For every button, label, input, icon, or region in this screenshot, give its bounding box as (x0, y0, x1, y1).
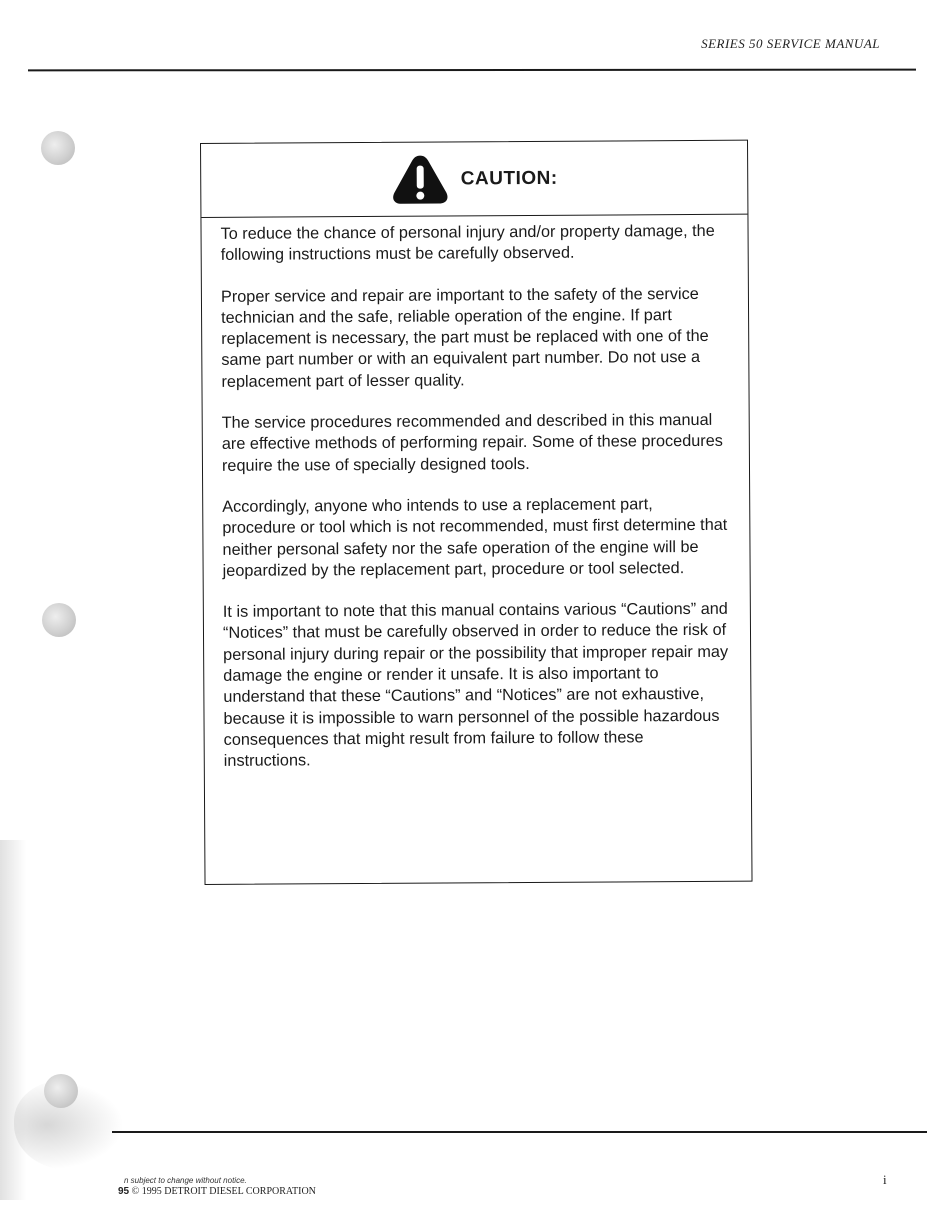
punch-hole-top (41, 131, 75, 165)
caution-paragraph: To reduce the chance of personal injury and/or property damage, the following instructions must be carefully observed. (220, 221, 715, 265)
punch-hole-bottom (44, 1074, 78, 1108)
footer-copyright (118, 1186, 316, 1197)
header-divider (28, 69, 916, 72)
caution-paragraph: It is important to note that this manual contains various “Cautions” and “Notices” that must be carefully observed in order to reduce the risk of personal injury during repair or the possibility that improper repair may damage the engine or render it unsafe. It is also important to understand that these “Cautions” and “Notices” are not exhaustive, because it is impossible to warn personnel of the possible hazardous consequences that might result from failure to follow these instructions. (222, 599, 729, 771)
caution-title: CAUTION: (460, 167, 558, 189)
caution-body (201, 215, 750, 773)
caution-paragraph: Accordingly, anyone who intends to use a replacement part, procedure or tool which is not recommended, must first determine that neither personal safety nor the safe operation of the engine will be jeopardized by the replacement part, procedure or tool selected. (222, 495, 728, 580)
footer-note: n subject to change without notice. (124, 1176, 247, 1185)
footer-year-code: 95 (118, 1186, 130, 1197)
copyright-text: © 1995 DETROIT DIESEL CORPORATION (131, 1186, 316, 1197)
caution-paragraph: Proper service and repair are important to the safety of the service technician and the safe, reliable operation of the engine. If part replacement is necessary, the part must be replaced with one of the same part number or with an equivalent part number. Do not use a replacement part of lesser quality. (220, 284, 709, 391)
page-number: i (883, 1172, 887, 1187)
warning-exclamation-icon (391, 153, 449, 205)
punch-hole-middle (42, 603, 76, 637)
caution-box (200, 140, 753, 885)
manual-title: SERIES 50 SERVICE MANUAL (701, 36, 880, 51)
caution-paragraph: The service procedures recommended and described in this manual are effective methods of performing repair. Some of these procedures require the use of specially designed tools. (221, 410, 723, 475)
footer-divider (112, 1131, 927, 1133)
caution-header (201, 141, 747, 218)
